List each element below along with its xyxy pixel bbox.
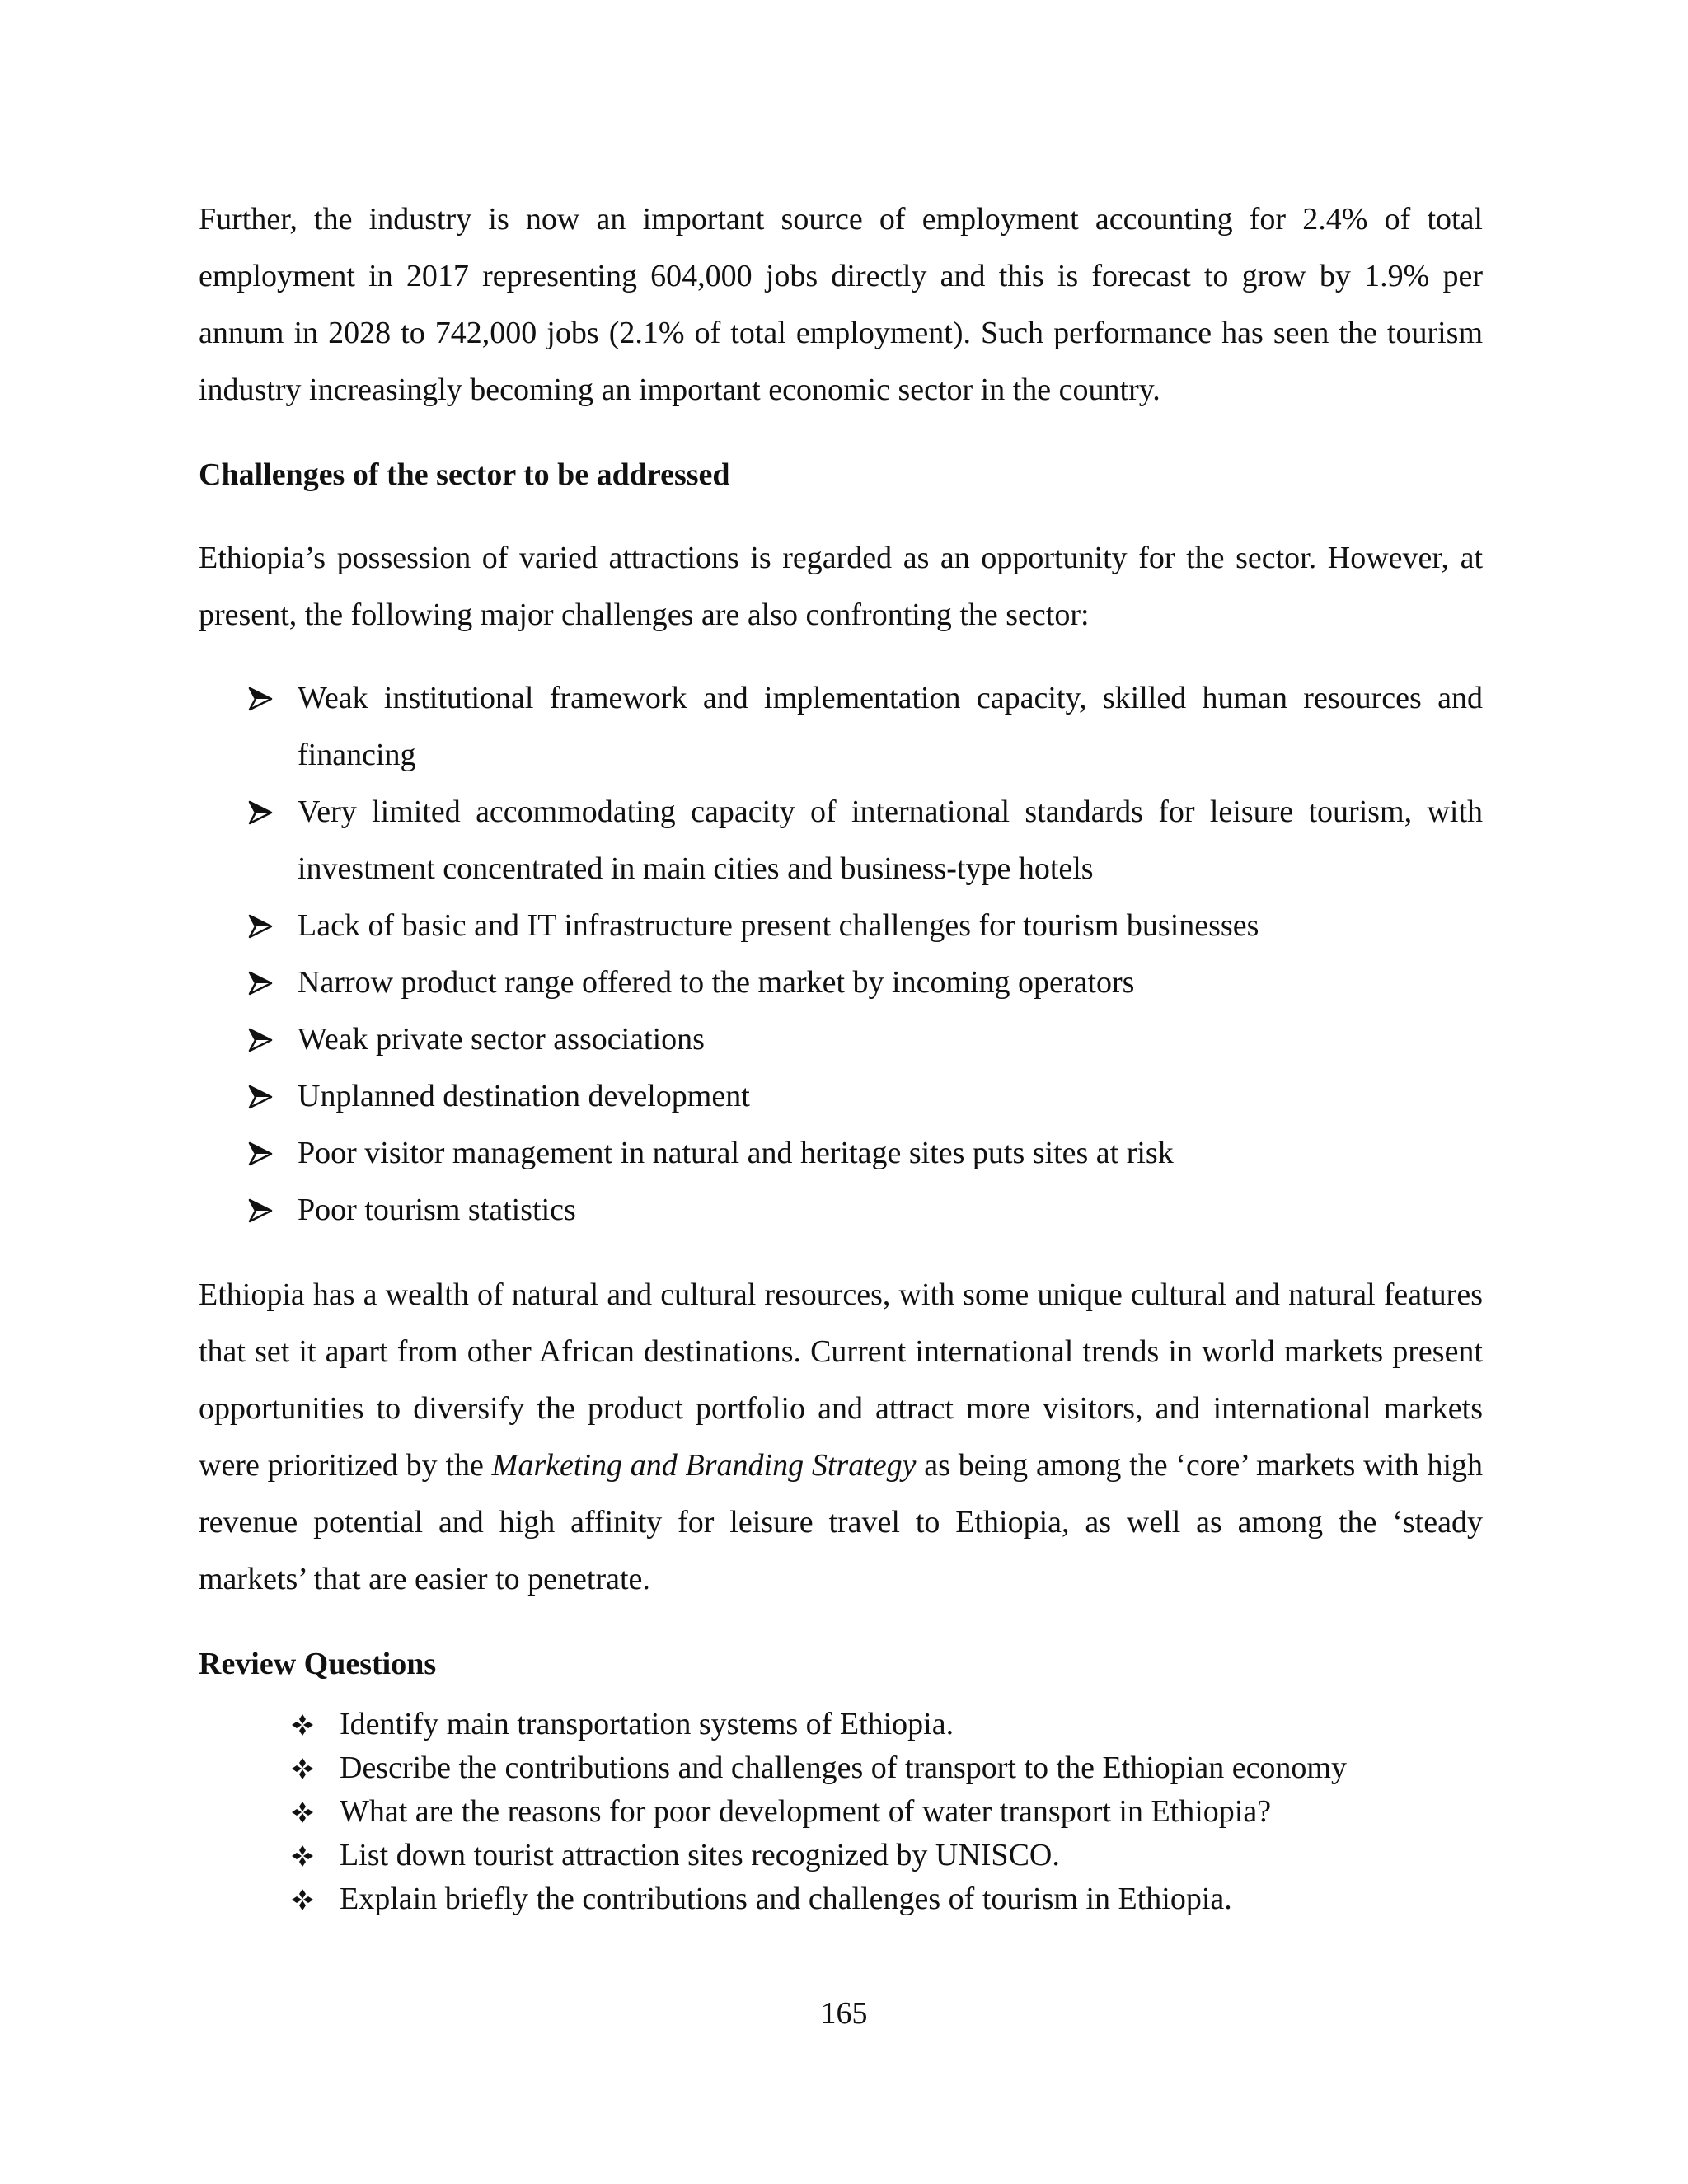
arrowhead-bullet-icon: [248, 954, 281, 1011]
review-question-item: [199, 1877, 1483, 1921]
four-diamond-bullet-icon: [291, 1790, 324, 1834]
challenges-list: [199, 670, 1483, 1239]
review-question-text: Describe the contributions and challenges of transport to the Ethiopian economy: [340, 1750, 1347, 1785]
four-diamond-bullet-icon: [291, 1746, 324, 1790]
wealth-text-after: as being among the ‘core’ markets with high revenue potential and high affinity for leisure travel to Ethiopia, as well as among the ‘steady markets’ that are easier to penetrate.: [199, 1448, 1483, 1596]
review-question-text: Identify main transportation systems of Ethiopia.: [340, 1707, 954, 1741]
challenge-item: [199, 670, 1483, 784]
challenge-text: Narrow product range offered to the market by incoming operators: [298, 965, 1135, 1000]
wealth-text-before: Ethiopia has a wealth of natural and cultural resources, with some unique cultural and natural features that set it apart from other African destinations. Current international trends in world markets present opportunities to diversify the product portfolio and attract more visitors, and international markets were prioritized by the: [199, 1277, 1483, 1483]
challenge-text: Very limited accommodating capacity of international standards for leisure tourism, with investment concentrated in main cities and business-type hotels: [298, 794, 1483, 886]
challenge-item: [199, 898, 1483, 954]
four-diamond-bullet-icon: [291, 1703, 324, 1746]
challenge-text: Weak institutional framework and implementation capacity, skilled human resources and financing: [298, 681, 1483, 772]
challenge-text: Poor visitor management in natural and heritage sites puts sites at risk: [298, 1136, 1174, 1170]
challenge-item: [199, 1011, 1483, 1068]
challenge-item: [199, 1068, 1483, 1125]
arrowhead-bullet-icon: [248, 1068, 281, 1125]
challenges-intro-paragraph: Ethiopia’s possession of varied attractions is regarded as an opportunity for the sector. However, at present, the following major challenges are also confronting the sector:: [199, 541, 1483, 632]
arrowhead-bullet-icon: [248, 1011, 281, 1068]
challenge-text: Unplanned destination development: [298, 1079, 750, 1113]
review-question-item: [199, 1834, 1483, 1877]
review-questions-list: [199, 1703, 1483, 1921]
challenge-item: [199, 1125, 1483, 1182]
review-question-text: What are the reasons for poor development of water transport in Ethiopia?: [340, 1794, 1272, 1829]
four-diamond-bullet-icon: [291, 1877, 324, 1921]
challenge-item: [199, 1182, 1483, 1239]
review-question-text: List down tourist attraction sites recognized by UNISCO.: [340, 1838, 1060, 1872]
employment-paragraph: Further, the industry is now an important source of employment accounting for 2.4% of total employment in 2017 representing 604,000 jobs directly and this is forecast to grow by 1.9% per annum in 2028 to 742,000 jobs (2.1% of total employment). Such performance has seen the tourism industry increasingly becoming an important economic sector in the country.: [199, 202, 1483, 407]
review-question-item: [199, 1746, 1483, 1790]
strategy-title: Marketing and Branding Strategy: [491, 1448, 917, 1483]
review-questions-heading: Review Questions: [199, 1647, 437, 1681]
arrowhead-bullet-icon: [248, 670, 281, 727]
arrowhead-bullet-icon: [248, 898, 281, 954]
arrowhead-bullet-icon: [248, 784, 281, 841]
arrowhead-bullet-icon: [248, 1182, 281, 1239]
review-question-item: [199, 1703, 1483, 1746]
wealth-paragraph: [199, 1267, 1483, 1608]
challenge-text: Weak private sector associations: [298, 1022, 705, 1057]
challenge-item: [199, 954, 1483, 1011]
page-body: [199, 191, 1483, 1921]
review-question-text: Explain briefly the contributions and challenges of tourism in Ethiopia.: [340, 1882, 1232, 1916]
page-number: 165: [820, 1996, 868, 2031]
challenge-text: Poor tourism statistics: [298, 1193, 576, 1227]
four-diamond-bullet-icon: [291, 1834, 324, 1877]
challenges-heading: Challenges of the sector to be addressed: [199, 457, 730, 492]
review-question-item: [199, 1790, 1483, 1834]
challenge-item: [199, 784, 1483, 898]
arrowhead-bullet-icon: [248, 1125, 281, 1182]
challenge-text: Lack of basic and IT infrastructure present challenges for tourism businesses: [298, 908, 1259, 943]
